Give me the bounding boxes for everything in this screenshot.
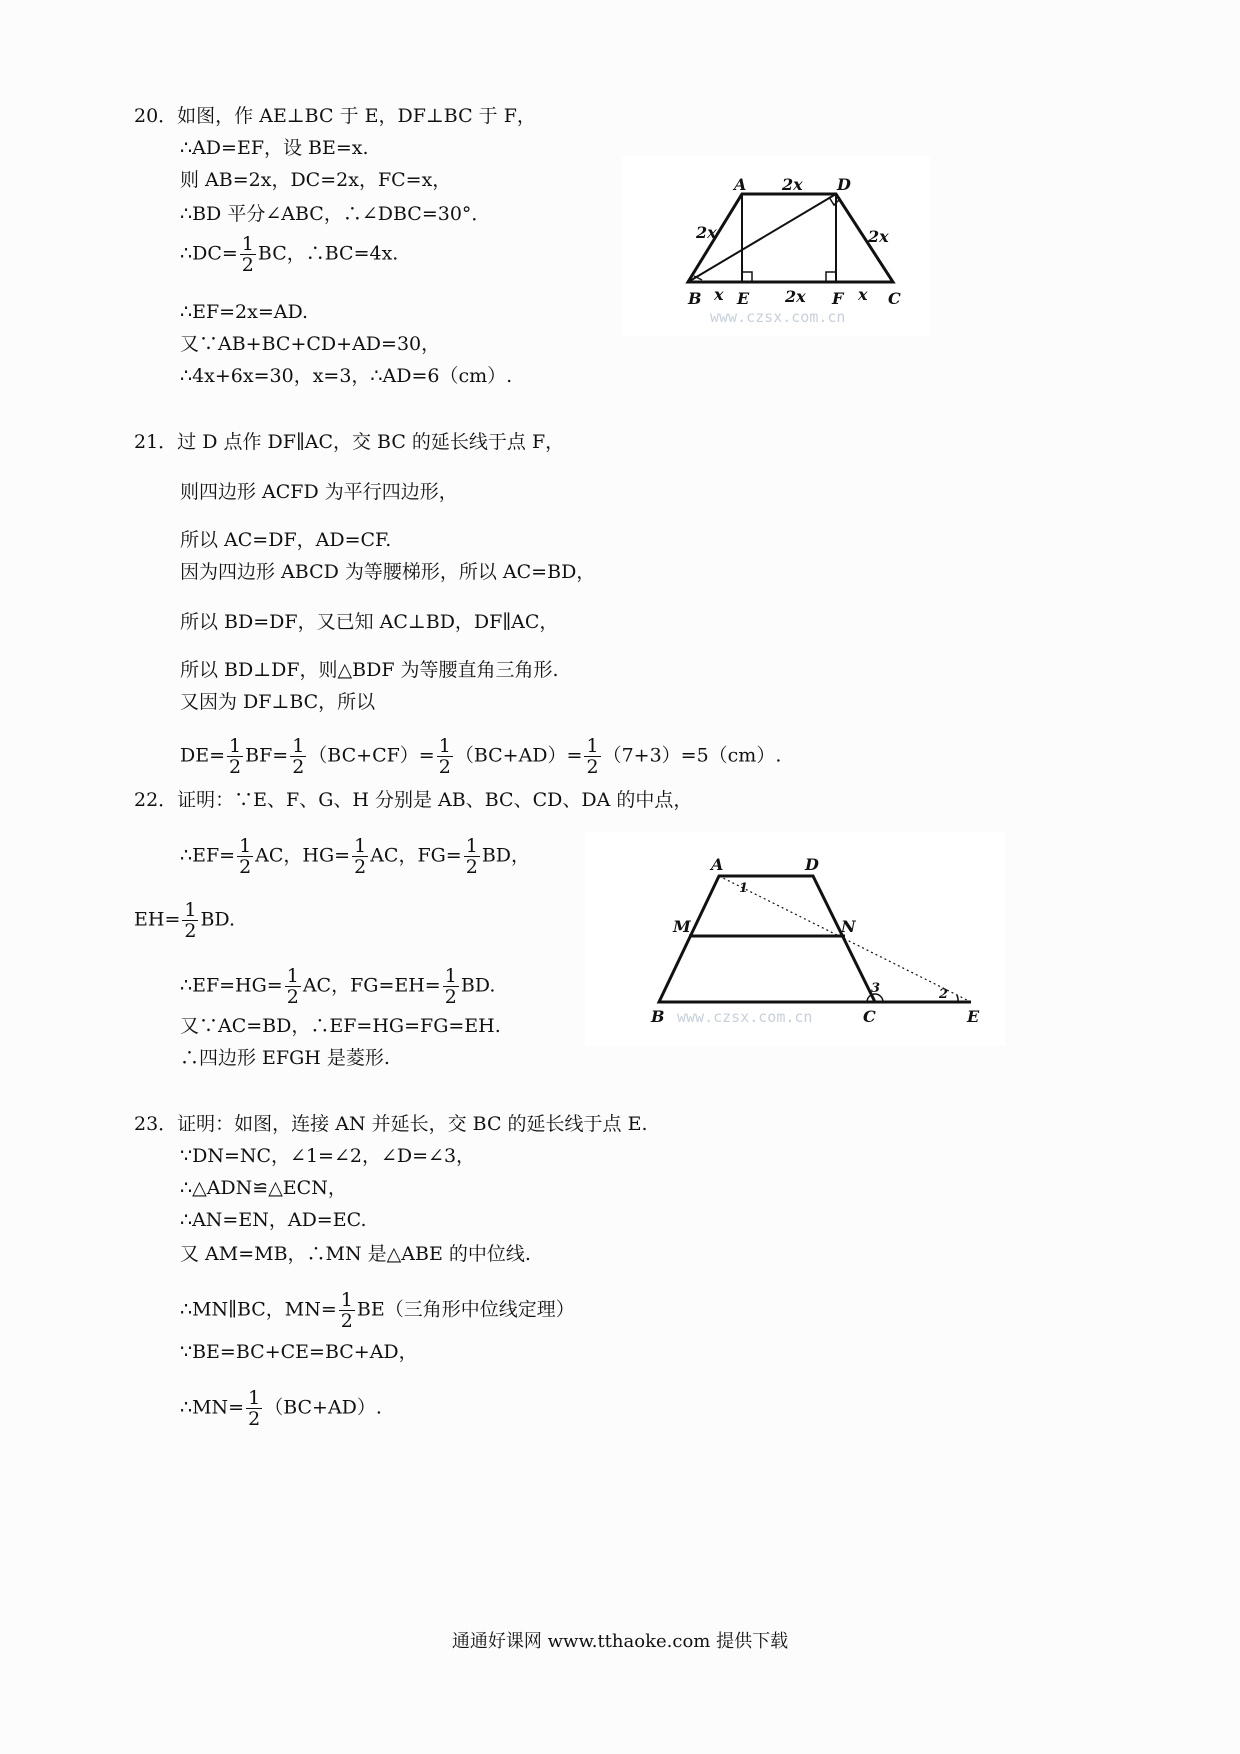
p23-line7: ∵BE=BC+CE=BC+AD，	[180, 1341, 418, 1363]
text: BF=	[245, 744, 289, 767]
text: AC，FG=	[370, 844, 462, 867]
label-F: F	[832, 289, 844, 308]
label-A: A	[711, 855, 724, 874]
text: BD.	[200, 908, 236, 931]
fraction-half: $\frac{1}{2}$	[248, 1387, 261, 1430]
label-D: D	[805, 855, 819, 874]
text: ∴DC=	[180, 242, 238, 265]
p21-line3: 所以 AC=DF，AD=CF.	[180, 529, 392, 551]
p20-line4: ∴BD 平分∠ABC，∴∠DBC=30°．	[180, 203, 491, 225]
p21-line1: 21．过 D 点作 DF∥AC，交 BC 的延长线于点 F，	[134, 431, 565, 453]
p22-line6: ∴四边形 EFGH 是菱形.	[180, 1047, 390, 1069]
text: DE=	[180, 744, 226, 767]
label-D: D	[837, 175, 851, 194]
text: BE（三角形中位线定理）	[356, 1298, 575, 1321]
label-B: B	[651, 1007, 665, 1026]
fraction-half: $\frac{1}{2}$	[354, 835, 367, 878]
label-angle-3: 3	[871, 981, 881, 996]
p20-line1: 20．如图，作 AE⊥BC 于 E，DF⊥BC 于 F，	[134, 105, 536, 127]
fraction-half: $\frac{1}{2}$	[438, 735, 451, 778]
text: AC，FG=EH=	[302, 974, 441, 997]
label-be-x: x	[714, 285, 724, 304]
label-N: N	[841, 917, 856, 936]
label-right-2x: 2x	[868, 227, 889, 246]
footer: 通通好课网 www.tthaoke.com 提供下载	[451, 1631, 789, 1652]
label-A: A	[734, 175, 747, 194]
label-E: E	[737, 289, 750, 308]
text: （7+3）=5（cm）.	[602, 744, 782, 767]
text: ∴MN∥BC，MN=	[180, 1298, 337, 1321]
text: （BC+AD）.	[264, 1396, 382, 1419]
text: ∴EF=HG=	[180, 974, 283, 997]
text: BD.	[460, 974, 496, 997]
text: BC，∴BC=4x.	[257, 242, 399, 265]
text: EH=	[134, 908, 181, 931]
label-C: C	[888, 289, 901, 308]
p23-line2: ∵DN=NC，∠1=∠2，∠D=∠3，	[180, 1145, 476, 1167]
label-B: B	[688, 289, 702, 308]
text: （BC+AD）=	[454, 744, 583, 767]
label-angle-1: 1	[739, 881, 749, 896]
trapezoid-figure-2	[585, 832, 1005, 1046]
p20-line6: ∴EF=2x=AD.	[180, 301, 309, 323]
text: （BC+CF）=	[308, 744, 435, 767]
text: AC，HG=	[255, 844, 351, 867]
p23-line1: 23．证明：如图，连接 AN 并延长，交 BC 的延长线于点 E.	[134, 1113, 648, 1135]
p23-line3: ∴△ADN≌△ECN，	[180, 1177, 347, 1199]
fraction-half: $\frac{1}{2}$	[586, 735, 599, 778]
label-E: E	[967, 1007, 980, 1026]
p21-line8	[180, 736, 781, 777]
p23-line5: 又 AM=MB，∴MN 是△ABE 的中位线.	[180, 1243, 531, 1265]
fraction-half: $\frac{1}{2}$	[292, 735, 305, 778]
p22-line5: 又∵AC=BD，∴EF=HG=FG=EH.	[180, 1015, 501, 1037]
p20-line3: 则 AB=2x，DC=2x，FC=x，	[180, 169, 452, 191]
label-C: C	[863, 1007, 876, 1026]
label-M: M	[673, 917, 691, 936]
text: ∴MN=	[180, 1396, 245, 1419]
p22-line2	[180, 836, 530, 877]
fraction-half: $\frac{1}{2}$	[465, 835, 478, 878]
label-top-2x: 2x	[782, 175, 803, 194]
p21-line2: 则四边形 ACFD 为平行四边形，	[180, 481, 458, 503]
p20-line7: 又∵AB+BC+CD+AD=30，	[180, 333, 441, 355]
p23-line8	[180, 1388, 382, 1429]
fraction-half: $\frac{1}{2}$	[239, 835, 252, 878]
p22-line4	[180, 966, 495, 1007]
fraction-half: $\frac{1}{2}$	[286, 965, 299, 1008]
label-angle-2: 2	[939, 987, 949, 1002]
p23-line6	[180, 1290, 575, 1331]
p21-line6: 所以 BD⊥DF，则△BDF 为等腰直角三角形.	[180, 659, 559, 681]
fraction-half: $\frac{1}{2}$	[241, 233, 254, 276]
p21-line5: 所以 BD=DF，又已知 AC⊥BD，DF∥AC，	[180, 611, 559, 633]
label-left-2x: 2x	[696, 223, 717, 242]
p20-line2: ∴AD=EF，设 BE=x.	[180, 137, 369, 159]
p23-line4: ∴AN=EN，AD=EC.	[180, 1209, 367, 1231]
label-fc-x: x	[858, 285, 868, 304]
watermark: www.czsx.com.cn	[710, 308, 846, 326]
fraction-half: $\frac{1}{2}$	[229, 735, 242, 778]
p22-line3	[134, 900, 235, 941]
p21-line4: 因为四边形 ABCD 为等腰梯形，所以 AC=BD，	[180, 561, 596, 583]
fraction-half: $\frac{1}{2}$	[184, 899, 197, 942]
p22-line1: 22．证明：∵E、F、G、H 分别是 AB、BC、CD、DA 的中点，	[134, 789, 693, 811]
p21-line7: 又因为 DF⊥BC，所以	[180, 691, 376, 713]
label-ef-2x: 2x	[785, 287, 806, 306]
trapezoid-figure-1	[622, 156, 930, 336]
fraction-half: $\frac{1}{2}$	[340, 1289, 353, 1332]
text: ∴EF=	[180, 844, 236, 867]
watermark: www.czsx.com.cn	[677, 1008, 813, 1026]
p20-line8: ∴4x+6x=30，x=3，∴AD=6（cm）.	[180, 365, 513, 387]
fraction-half: $\frac{1}{2}$	[444, 965, 457, 1008]
p20-line5	[180, 234, 398, 275]
text: BD，	[481, 844, 531, 867]
